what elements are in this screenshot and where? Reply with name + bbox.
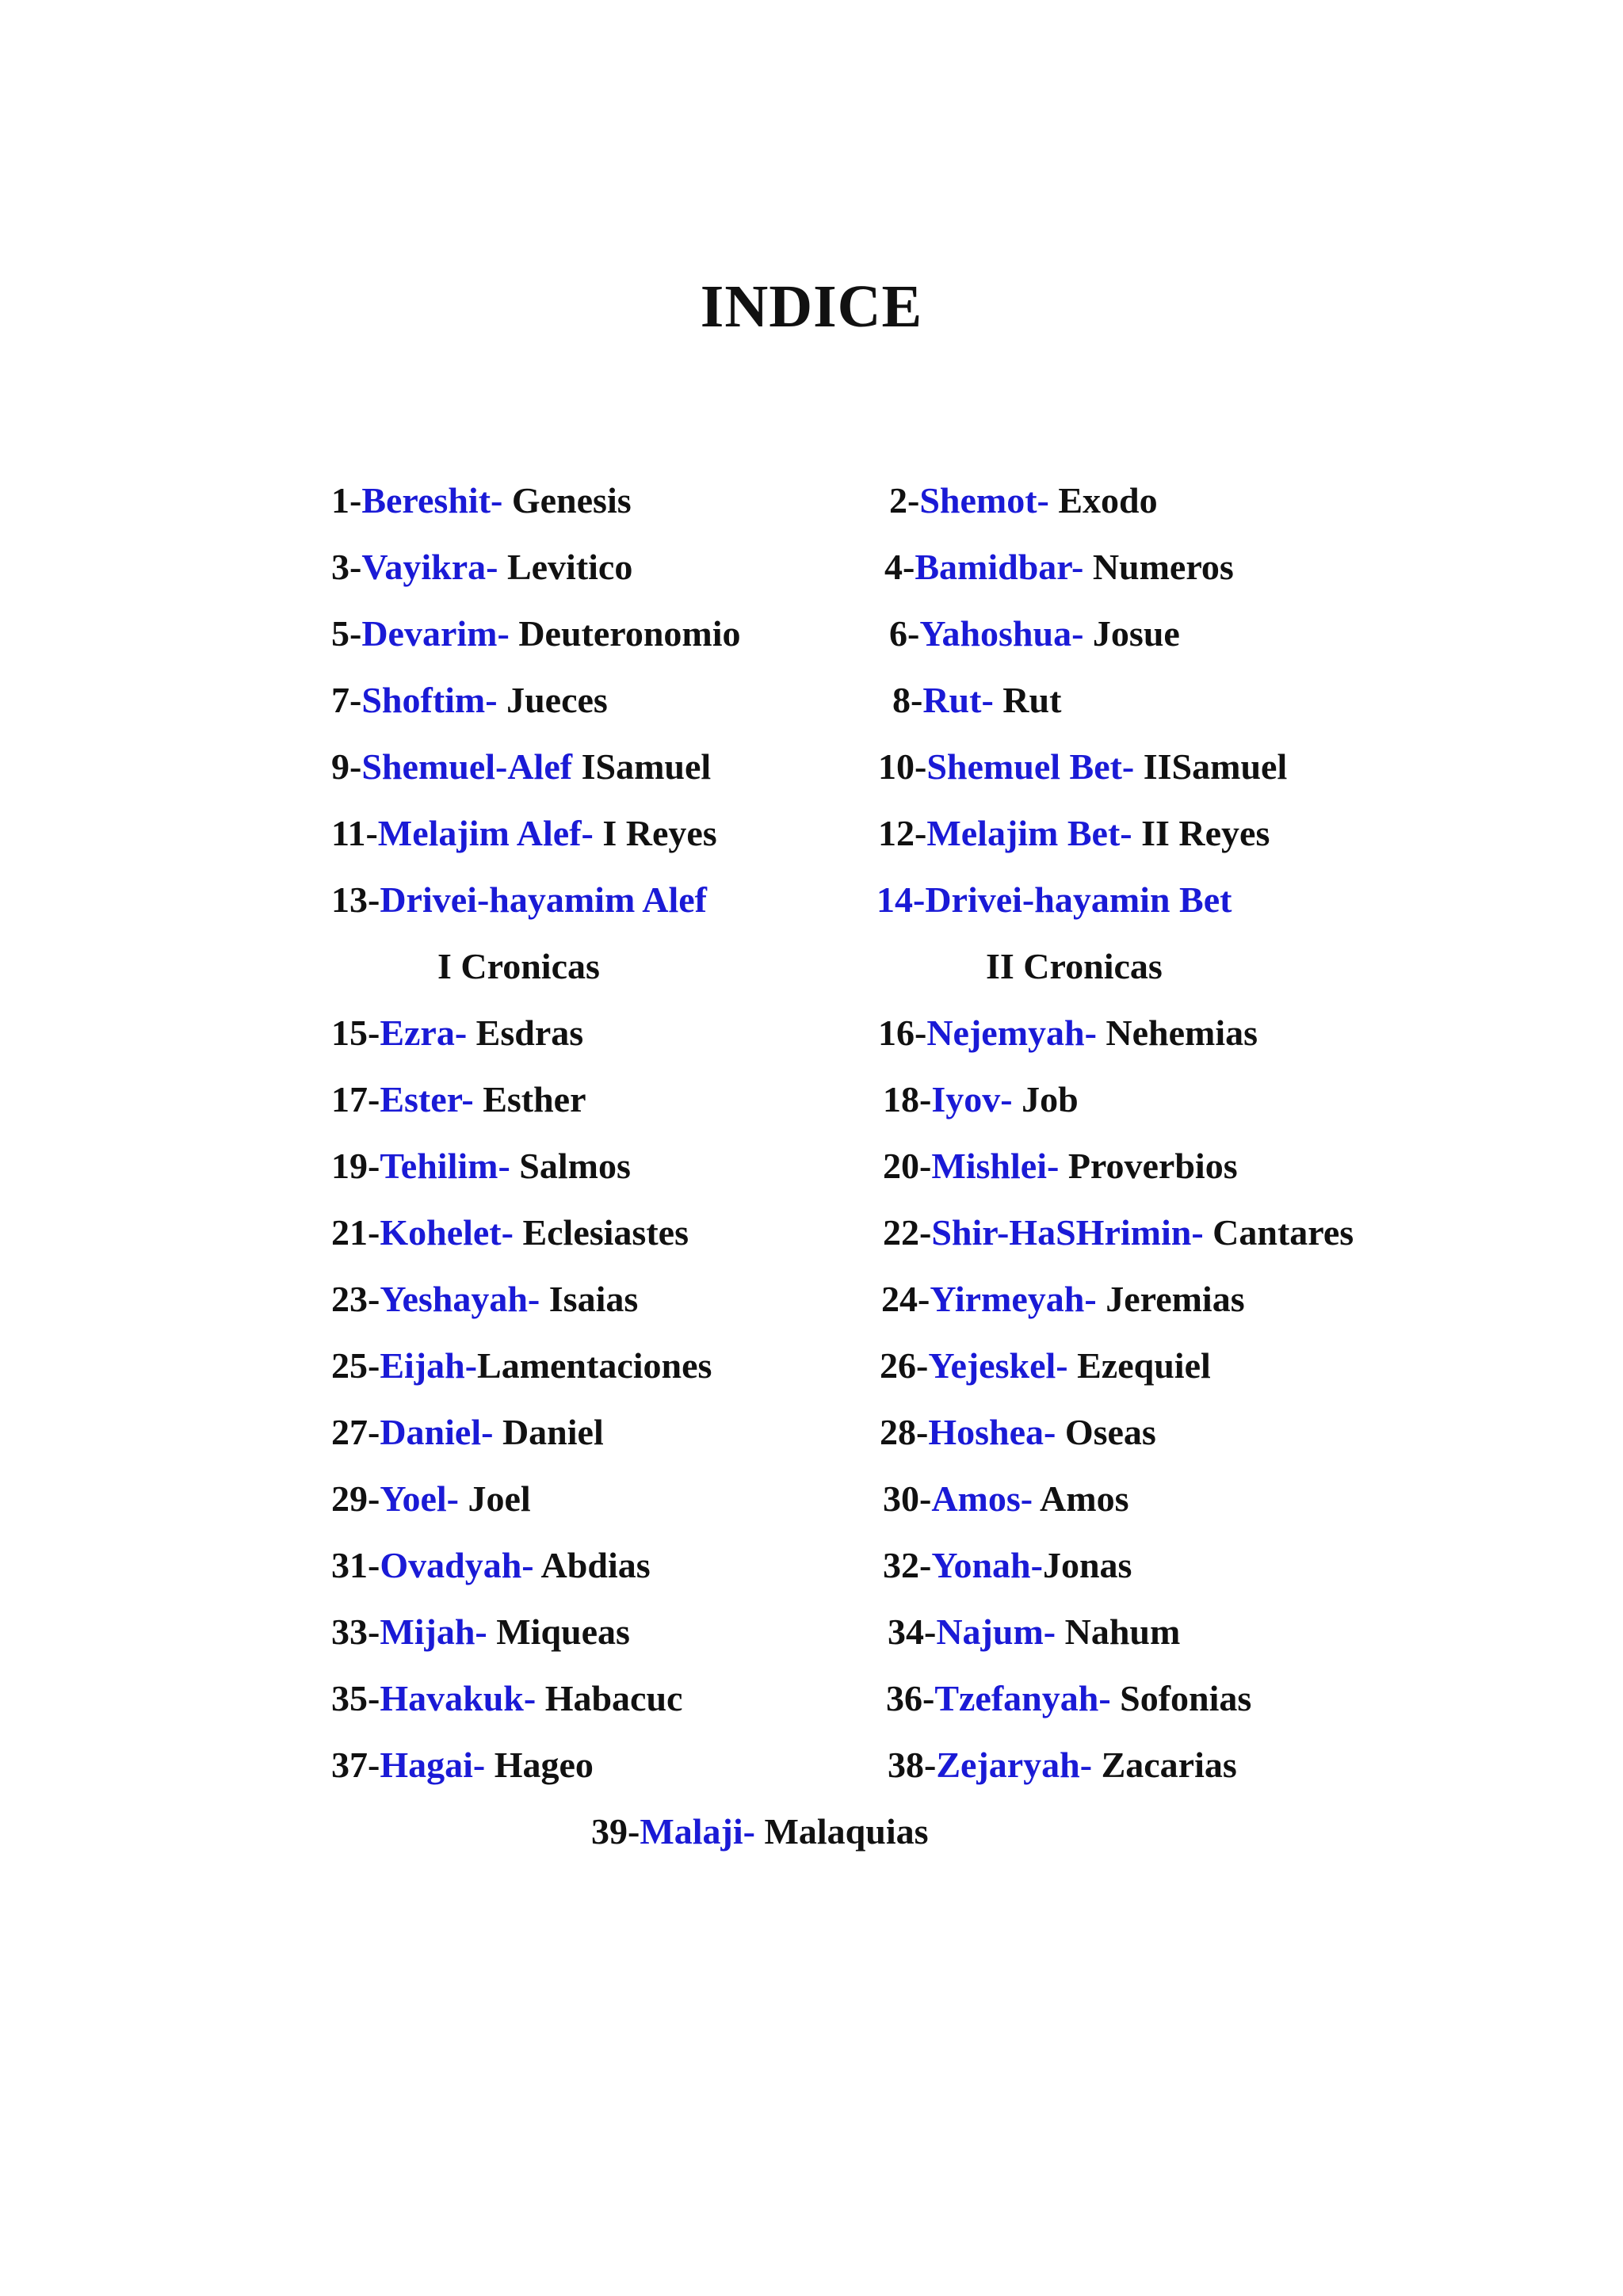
index-entry-23: 23-Yeshayah- Isaias [331, 1279, 639, 1319]
index-entry-12: 12-Melajim Bet- II Reyes [878, 813, 1270, 853]
page-title: INDICE [700, 273, 923, 340]
index-entry-18: 18-Iyov- Job [883, 1079, 1079, 1119]
index-entry-26: 26-Yejeskel- Ezequiel [880, 1345, 1211, 1386]
index-subline-2-cronicas: II Cronicas [986, 946, 1163, 986]
index-entry-24: 24-Yirmeyah- Jeremias [881, 1279, 1245, 1319]
index-entry-20: 20-Mishlei- Proverbios [883, 1146, 1238, 1186]
index-entry-3: 3-Vayikra- Levitico [331, 547, 633, 587]
index-entry-7: 7-Shoftim- Jueces [331, 680, 608, 720]
index-subline-1-cronicas: I Cronicas [437, 946, 600, 986]
index-entry-11: 11-Melajim Alef- I Reyes [331, 813, 717, 853]
index-entry-10: 10-Shemuel Bet- IISamuel [878, 746, 1288, 787]
index-entry-17: 17-Ester- Esther [331, 1079, 586, 1119]
index-entry-22: 22-Shir-HaSHrimin- Cantares [883, 1212, 1354, 1253]
index-entry-30: 30-Amos- Amos [883, 1478, 1129, 1519]
index-entry-4: 4-Bamidbar- Numeros [884, 547, 1234, 587]
index-entry-37: 37-Hagai- Hageo [331, 1745, 594, 1785]
index-entry-25: 25-Eijah-Lamentaciones [331, 1345, 712, 1386]
index-entry-9: 9-Shemuel-Alef ISamuel [331, 746, 712, 787]
index-entry-31: 31-Ovadyah- Abdias [331, 1545, 651, 1585]
index-entry-38: 38-Zejaryah- Zacarias [888, 1745, 1237, 1785]
index-entry-14: 14-Drivei-hayamin Bet [876, 879, 1232, 920]
index-entry-35: 35-Havakuk- Habacuc [331, 1678, 683, 1718]
index-entry-36: 36-Tzefanyah- Sofonias [886, 1678, 1252, 1718]
index-entry-13: 13-Drivei-hayamim Alef [331, 879, 707, 920]
index-entry-28: 28-Hoshea- Oseas [880, 1412, 1156, 1452]
index-entry-32: 32-Yonah-Jonas [883, 1545, 1132, 1585]
index-entry-34: 34-Najum- Nahum [888, 1611, 1181, 1652]
index-entry-19: 19-Tehilim- Salmos [331, 1146, 631, 1186]
index-entry-29: 29-Yoel- Joel [331, 1478, 531, 1519]
index-entry-8: 8-Rut- Rut [892, 680, 1062, 720]
index-entry-33: 33-Mijah- Miqueas [331, 1611, 630, 1652]
index-entry-5: 5-Devarim- Deuteronomio [331, 613, 741, 654]
index-entry-39: 39-Malaji- Malaquias [591, 1811, 929, 1852]
index-entry-21: 21-Kohelet- Eclesiastes [331, 1212, 689, 1253]
index-entry-2: 2-Shemot- Exodo [889, 480, 1158, 521]
index-entry-1: 1-Bereshit- Genesis [331, 480, 632, 521]
index-entry-27: 27-Daniel- Daniel [331, 1412, 604, 1452]
index-entry-15: 15-Ezra- Esdras [331, 1013, 584, 1053]
index-entry-16: 16-Nejemyah- Nehemias [878, 1013, 1258, 1053]
index-entry-6: 6-Yahoshua- Josue [889, 613, 1180, 654]
